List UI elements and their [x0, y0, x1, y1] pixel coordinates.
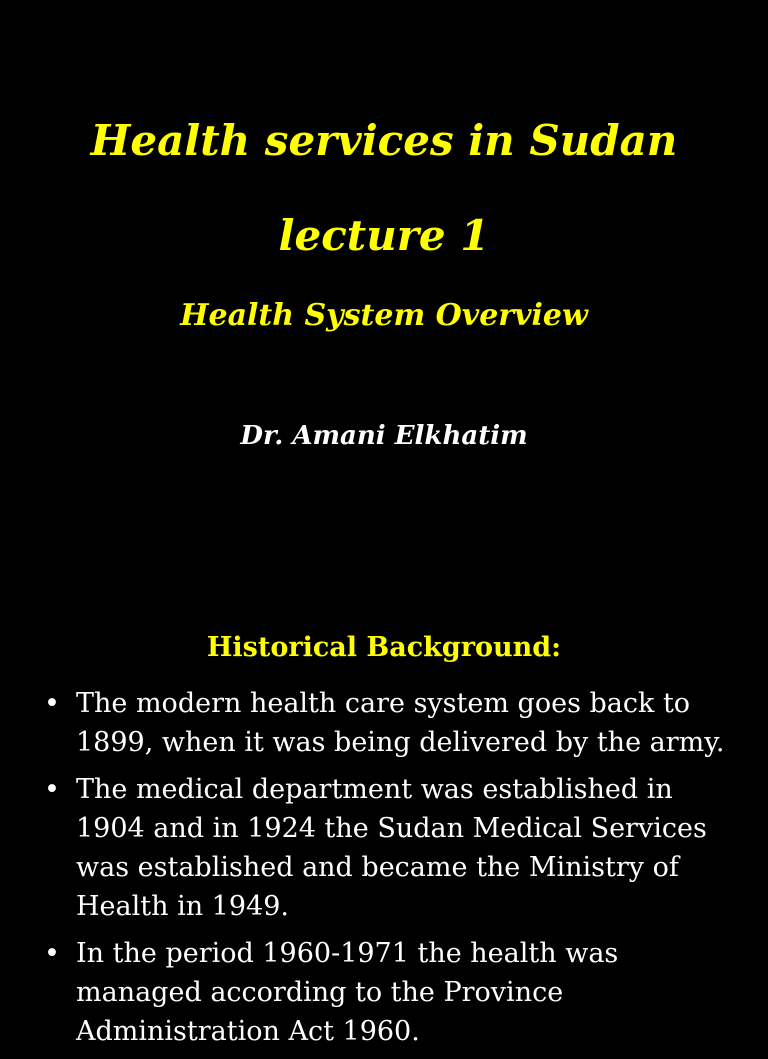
bullet-item: [0, 684, 768, 762]
bullet-item: [0, 770, 768, 926]
bullet-text-line: Administration Act 1960.: [76, 1016, 420, 1047]
bullet-text-line: The medical department was established in: [76, 774, 673, 805]
bullet-list: [0, 684, 768, 1059]
bullet-text-line: 1904 and in 1924 the Sudan Medical Services: [76, 813, 707, 844]
bullet-text-line: managed according to the Province: [76, 977, 564, 1008]
bullet-text-line: The modern health care system goes back to: [76, 688, 691, 719]
slide-title-line-1: Health services in Sudan: [90, 116, 678, 165]
bullet-text-line: 1899, when it was being delivered by the army.: [76, 727, 725, 758]
bullet-dot-icon: •: [44, 688, 60, 719]
bullet-text-line: Health in 1949.: [76, 891, 289, 922]
bullet-dot-icon: •: [44, 774, 60, 805]
bullet-text-line: In the period 1960-1971 the health was: [76, 938, 619, 969]
slide-title-line-2: lecture 1: [278, 211, 490, 260]
section-heading: Historical Background:: [206, 632, 562, 663]
content-slide: [0, 600, 768, 1047]
bullet-item: [0, 934, 768, 1051]
bullet-dot-icon: •: [44, 938, 60, 969]
bullet-text-line: was established and became the Ministry of: [76, 852, 679, 883]
slide-subtitle: Health System Overview: [180, 298, 588, 333]
author-name: Dr. Amani Elkhatim: [240, 421, 528, 451]
